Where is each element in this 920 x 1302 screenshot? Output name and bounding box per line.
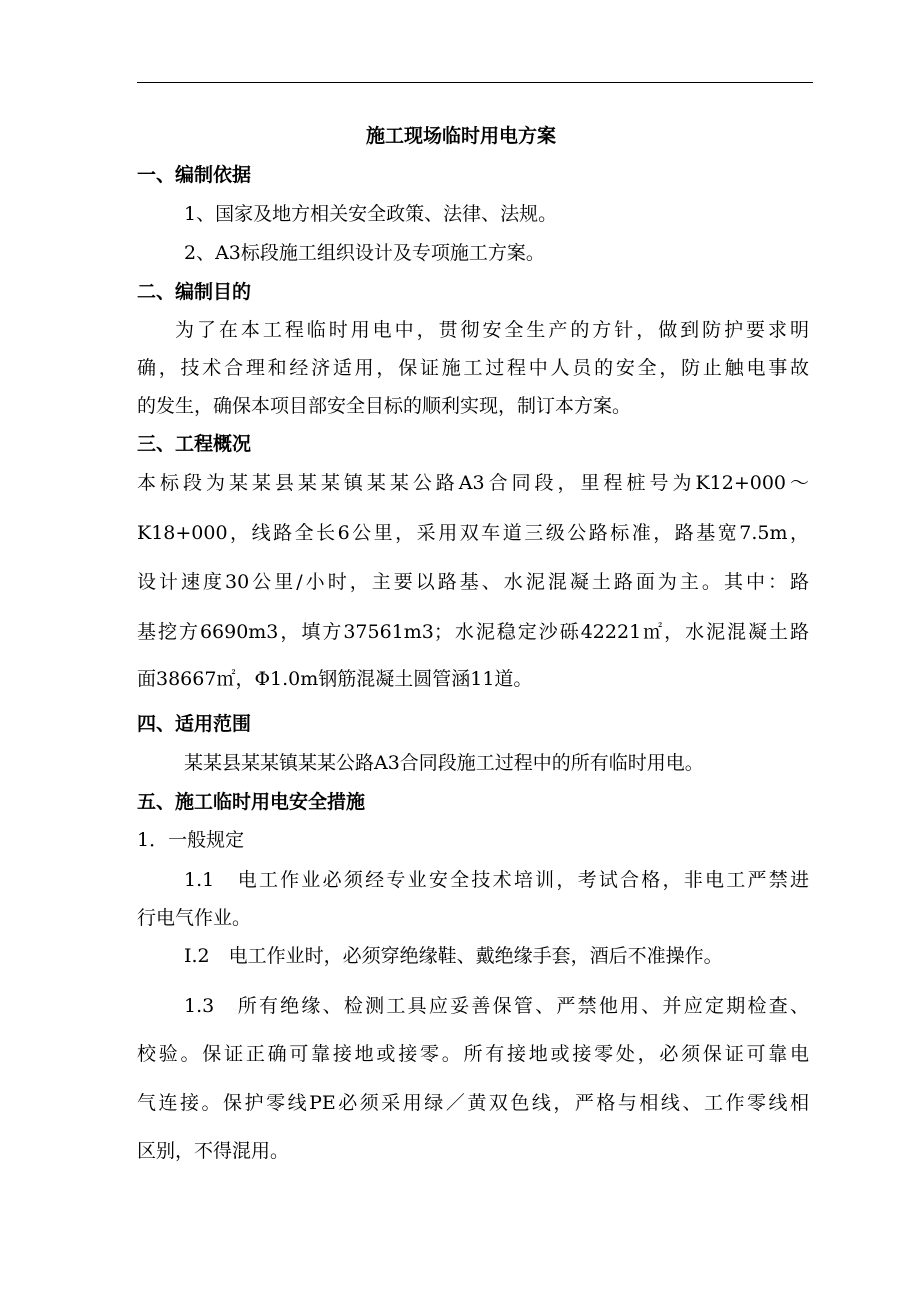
section-heading-1: 一、编制依据: [137, 164, 252, 186]
document-title: 施工现场临时用电方案: [366, 125, 557, 147]
paragraph-line: 某某县某某镇某某公路A3合同段施工过程中的所有临时用电。: [184, 752, 704, 774]
paragraph-line: 确，技术合理和经济适用，保证施工过程中人员的安全，防止触电事故: [137, 357, 809, 379]
paragraph-line: 的发生，确保本项目部安全目标的顺利实现，制订本方案。: [137, 395, 632, 417]
section-heading-5: 五、施工临时用电安全措施: [137, 791, 366, 813]
paragraph-line: 1.3 所有绝缘、检测工具应妥善保管、严禁他用、并应定期检查、: [184, 995, 809, 1017]
section-heading-4: 四、适用范围: [137, 713, 252, 735]
paragraph-line: 设计速度30公里/小时，主要以路基、水泥混凝土路面为主。其中：路: [137, 571, 809, 593]
paragraph-line: K18+000，线路全长6公里，采用双车道三级公路标准，路基宽7.5m，: [137, 522, 809, 544]
paragraph-line: 行电气作业。: [137, 907, 252, 929]
section-heading-2: 二、编制目的: [137, 281, 252, 303]
paragraph-line: 1.1 电工作业必须经专业安全技术培训，考试合格，非电工严禁进: [184, 869, 809, 891]
paragraph-line: 校验。保证正确可靠接地或接零。所有接地或接零处，必须保证可靠电: [137, 1043, 809, 1065]
paragraph-line: 面38667㎡，Φ1.0m钢筋混凝土圆管涵11道。: [137, 668, 533, 690]
paragraph-line: 2、A3标段施工组织设计及专项施工方案。: [184, 242, 545, 264]
paragraph-line: 为了在本工程临时用电中，贯彻安全生产的方针，做到防护要求明: [175, 319, 809, 341]
paragraph-line: 1、国家及地方相关安全政策、法律、法规。: [184, 203, 558, 225]
paragraph-line: 气连接。保护零线PE必须采用绿／黄双色线，严格与相线、工作零线相: [137, 1092, 809, 1114]
paragraph-line: 本标段为某某县某某镇某某公路A3合同段，里程桩号为K12+000～: [137, 472, 809, 494]
paragraph-line: I.2 电工作业时，必须穿绝缘鞋、戴绝缘手套，酒后不准操作。: [184, 945, 723, 967]
paragraph-line: 区别，不得混用。: [137, 1140, 290, 1162]
header-rule: [137, 82, 813, 83]
subsection-title: 1．一般规定: [137, 829, 245, 851]
paragraph-line: 基挖方6690m3，填方37561m3；水泥稳定沙砾42221㎡，水泥混凝土路: [137, 621, 809, 643]
section-heading-3: 三、工程概况: [137, 433, 252, 455]
